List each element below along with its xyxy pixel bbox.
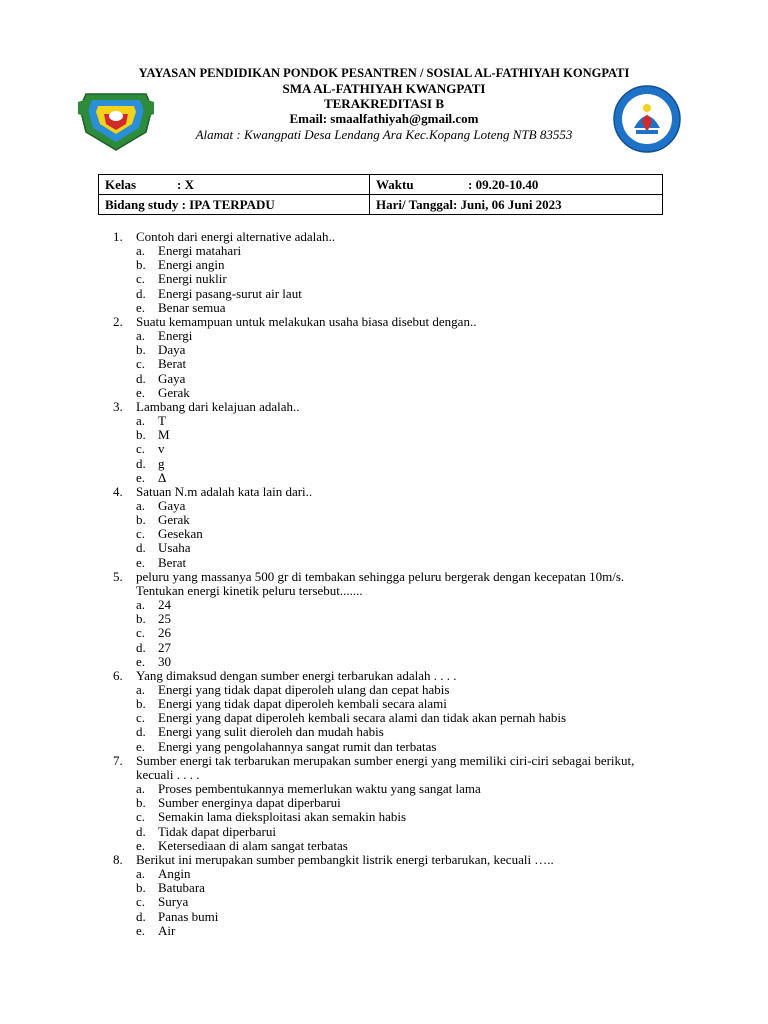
option-letter: b. [136, 342, 146, 358]
question-2 [113, 315, 673, 329]
option-text: Δ [158, 469, 167, 485]
option-letter: c. [136, 271, 146, 287]
answer-option [113, 725, 673, 739]
question-1 [113, 230, 673, 244]
foundation-name: YAYASAN PENDIDIKAN PONDOK PESANTREN / SOSIAL AL-FATHIYAH KONGPATI [138, 66, 630, 80]
address: Alamat : Kwangpati Desa Lendang Ara Kec.Kopang Loteng NTB 83553 [195, 127, 573, 142]
question-8 [113, 853, 673, 867]
option-letter: b. [136, 696, 146, 712]
answer-option [113, 839, 673, 853]
answer-option [113, 598, 673, 612]
question-text: Berikut ini merupakan sumber pembangkit listrik energi terbarukan, kecuali ….. [136, 851, 554, 867]
kelas-label: Kelas [105, 176, 137, 192]
option-text: v [158, 441, 165, 457]
answer-option [113, 499, 673, 513]
option-text: Sumber energinya dapat diperbarui [158, 795, 341, 811]
question-7 [113, 754, 673, 782]
answer-option [113, 895, 673, 909]
option-letter: a. [136, 413, 146, 429]
option-text: Proses pembentukannya memerlukan waktu yang sangat lama [158, 781, 481, 797]
option-text: Energi yang sulit dieroleh dan mudah habis [158, 724, 384, 740]
hari-value: Juni, 06 Juni 2023 [460, 196, 562, 212]
option-text: Usaha [158, 540, 191, 556]
option-text: Gerak [158, 384, 190, 400]
option-text: Energi angin [158, 257, 225, 273]
option-letter: d. [136, 724, 146, 740]
question-text: Suatu kemampuan untuk melakukan usaha biasa disebut dengan.. [136, 313, 477, 329]
question-list [113, 230, 673, 938]
answer-option [113, 825, 673, 839]
answer-option [113, 711, 673, 725]
option-text: Energi yang dapat diperoleh kembali secara alami dan tidak akan pernah habis [158, 710, 567, 726]
question-text: Yang dimaksud dengan sumber energi terbarukan adalah . . . . [136, 667, 457, 683]
option-text: Gaya [158, 497, 186, 513]
answer-option [113, 881, 673, 895]
answer-option [113, 796, 673, 810]
option-letter: e. [136, 922, 146, 938]
option-text: 24 [158, 597, 171, 613]
option-letter: c. [136, 894, 146, 910]
question-text: Contoh dari energi alternative adalah.. [136, 229, 336, 244]
option-letter: b. [136, 611, 146, 627]
answer-option [113, 782, 673, 796]
answer-option [113, 457, 673, 471]
accreditation: TERAKREDITASI B [323, 96, 445, 111]
question-number: 1. [113, 229, 123, 244]
option-text: Gesekan [158, 526, 203, 542]
answer-option [113, 697, 673, 711]
option-text: Air [158, 922, 176, 938]
question-number: 6. [113, 667, 123, 683]
question-text: Sumber energi tak terbarukan merupakan sumber energi yang memiliki ciri-ciri sebagai berikut, kecuali . . . . [136, 752, 635, 782]
option-letter: d. [136, 908, 146, 924]
answer-option [113, 343, 673, 357]
option-letter: d. [136, 370, 146, 386]
question-number: 5. [113, 568, 123, 584]
option-text: 26 [158, 625, 171, 641]
answer-option [113, 272, 673, 286]
option-text: Gaya [158, 370, 186, 386]
bidang-value: : IPA TERPADU [181, 196, 275, 212]
option-text: Panas bumi [158, 908, 219, 924]
question-number: 3. [113, 398, 123, 414]
option-letter: b. [136, 795, 146, 811]
option-text: Batubara [158, 880, 205, 896]
option-letter: a. [136, 328, 146, 344]
answer-option [113, 924, 673, 938]
hari-label: Hari/ Tanggal: [376, 196, 458, 212]
option-text: Energi [158, 328, 193, 344]
answer-option [113, 372, 673, 386]
answer-option [113, 386, 673, 400]
question-4 [113, 485, 673, 499]
answer-option [113, 626, 673, 640]
answer-option [113, 641, 673, 655]
option-text: Berat [158, 554, 187, 570]
answer-option [113, 258, 673, 272]
school-name: SMA AL-FATHIYAH KWANGPATI [282, 81, 486, 96]
answer-option [113, 527, 673, 541]
option-letter: d. [136, 540, 146, 556]
option-text: T [158, 413, 166, 429]
option-letter: b. [136, 880, 146, 896]
option-letter: e. [136, 653, 146, 669]
option-letter: c. [136, 625, 146, 641]
option-letter: a. [136, 866, 146, 882]
bidang-cell [99, 195, 370, 215]
question-number: 2. [113, 313, 123, 329]
answer-option [113, 655, 673, 669]
exam-info-table [98, 174, 663, 215]
option-text: 27 [158, 639, 171, 655]
option-text: Semakin lama dieksploitasi akan semakin habis [158, 809, 407, 825]
option-text: M [158, 427, 170, 443]
waktu-value: : 09.20-10.40 [468, 176, 539, 192]
answer-option [113, 541, 673, 555]
option-letter: c. [136, 526, 146, 542]
waktu-cell [370, 175, 663, 195]
option-letter: a. [136, 682, 146, 697]
option-letter: a. [136, 781, 146, 797]
option-text: Energi pasang-surut air laut [158, 285, 302, 301]
answer-option [113, 513, 673, 527]
answer-option [113, 910, 673, 924]
question-number: 4. [113, 483, 123, 499]
answer-option [113, 244, 673, 258]
option-text: Benar semua [158, 299, 226, 315]
option-letter: b. [136, 512, 146, 528]
answer-option [113, 442, 673, 456]
option-text: g [158, 455, 165, 471]
option-text: Energi yang tidak dapat diperoleh ulang dan cepat habis [158, 682, 450, 697]
option-text: Energi matahari [158, 243, 242, 259]
question-text: Lambang dari kelajuan adalah.. [136, 398, 300, 414]
option-letter: e. [136, 384, 146, 400]
answer-option [113, 428, 673, 442]
option-letter: d. [136, 823, 146, 839]
option-letter: e. [136, 554, 146, 570]
hari-cell [370, 195, 663, 215]
answer-option [113, 810, 673, 824]
option-letter: b. [136, 427, 146, 443]
kelas-value: : X [177, 176, 194, 192]
option-text: 30 [158, 653, 171, 669]
answer-option [113, 867, 673, 881]
option-letter: c. [136, 356, 146, 372]
answer-option [113, 357, 673, 371]
option-letter: c. [136, 809, 146, 825]
answer-option [113, 612, 673, 626]
letterhead [0, 66, 768, 142]
option-letter: a. [136, 497, 146, 513]
email: Email: smaalfathiyah@gmail.com [289, 111, 479, 126]
option-text: Surya [158, 894, 189, 910]
answer-option [113, 471, 673, 485]
option-text: Tidak dapat diperbarui [158, 823, 276, 839]
answer-option [113, 556, 673, 570]
option-text: Ketersediaan di alam sangat terbatas [158, 837, 348, 853]
answer-option [113, 287, 673, 301]
waktu-label: Waktu [376, 176, 414, 192]
bidang-label: Bidang study [105, 196, 179, 212]
option-text: Energi yang tidak dapat diperoleh kembali secara alami [158, 696, 447, 712]
option-letter: b. [136, 257, 146, 273]
option-letter: a. [136, 243, 146, 259]
question-number: 7. [113, 752, 123, 768]
option-letter: e. [136, 837, 146, 853]
question-text: peluru yang massanya 500 gr di tembakan sehingga peluru bergerak dengan kecepatan 10m/s. Tentukan energi kinetik peluru tersebut....... [136, 568, 625, 598]
option-letter: d. [136, 285, 146, 301]
option-letter: c. [136, 441, 146, 457]
option-text: Angin [158, 866, 191, 882]
option-text: 25 [158, 611, 171, 627]
option-letter: a. [136, 597, 146, 613]
option-letter: e. [136, 469, 146, 485]
option-text: Berat [158, 356, 187, 372]
answer-option [113, 683, 673, 697]
option-text: Energi nuklir [158, 271, 227, 287]
answer-option [113, 740, 673, 754]
question-number: 8. [113, 851, 123, 867]
option-text: Energi yang pengolahannya sangat rumit dan terbatas [158, 738, 437, 754]
option-letter: c. [136, 710, 146, 726]
question-text: Satuan N.m adalah kata lain dari.. [136, 483, 313, 499]
option-letter: d. [136, 639, 146, 655]
answer-option [113, 301, 673, 315]
question-3 [113, 400, 673, 414]
question-5 [113, 570, 673, 598]
option-text: Daya [158, 342, 186, 358]
answer-option [113, 329, 673, 343]
option-letter: e. [136, 299, 146, 315]
option-letter: d. [136, 455, 146, 471]
option-text: Gerak [158, 512, 190, 528]
question-6 [113, 669, 673, 683]
answer-option [113, 414, 673, 428]
kelas-cell [99, 175, 370, 195]
option-letter: e. [136, 738, 146, 754]
